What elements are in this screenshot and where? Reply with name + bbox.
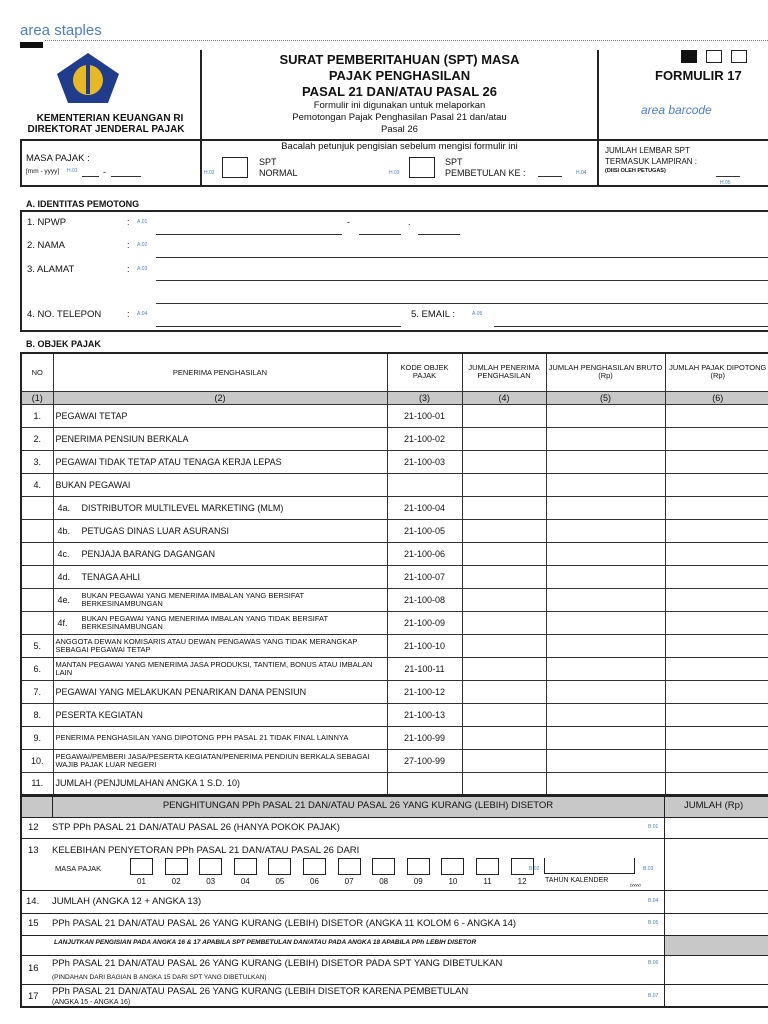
- table-row: [21, 772, 768, 795]
- alamat-label: 3. ALAMAT: [27, 264, 75, 275]
- table-row: [21, 473, 768, 496]
- jumlah-penerima-cell[interactable]: [462, 657, 546, 680]
- spt-pembetulan-label: SPT: [445, 157, 463, 167]
- field-tag: A.01: [137, 219, 148, 225]
- kode-objek: 21-100-10: [387, 634, 462, 657]
- month-label: 06: [310, 877, 319, 886]
- row-17-label: PPh PASAL 21 DAN/ATAU PASAL 26 YANG KURANG (LEBIH DISETOR KARENA PEMBETULAN: [52, 986, 469, 997]
- row-number: 6.: [21, 657, 53, 680]
- kode-objek: 21-100-05: [387, 519, 462, 542]
- jumlah-penerima-cell[interactable]: [462, 519, 546, 542]
- row-number: [21, 588, 53, 611]
- bruto-cell[interactable]: [546, 427, 665, 450]
- field-tag: B.05: [648, 920, 659, 926]
- section-b-title: B. OBJEK PAJAK: [26, 339, 101, 349]
- bruto-cell[interactable]: [546, 749, 665, 772]
- jumlah-penerima-cell[interactable]: [462, 749, 546, 772]
- bruto-cell[interactable]: [546, 519, 665, 542]
- bruto-cell[interactable]: [546, 657, 665, 680]
- masa-month-checkbox[interactable]: [407, 858, 430, 875]
- jumlah-penerima-cell[interactable]: [462, 588, 546, 611]
- row-label: [53, 519, 387, 542]
- row-number: 10.: [21, 749, 53, 772]
- alamat-field-1[interactable]: [156, 280, 768, 281]
- kode-objek: 21-100-03: [387, 450, 462, 473]
- row-number: [21, 542, 53, 565]
- row-label: MANTAN PEGAWAI YANG MENERIMA JASA PRODUKSI, TANTIEM, BONUS ATAU IMBALAN LAIN: [53, 657, 387, 680]
- month-label: 09: [413, 877, 423, 886]
- colon: :: [127, 217, 130, 227]
- kode-objek: [387, 473, 462, 496]
- colon: :: [127, 240, 130, 250]
- table-row: [21, 611, 768, 634]
- header-bruto: JUMLAH PENGHASILAN BRUTO (Rp): [546, 353, 665, 391]
- jumlah-penerima-cell[interactable]: [462, 680, 546, 703]
- bruto-cell[interactable]: [546, 611, 665, 634]
- pembetulan-ke-field[interactable]: [538, 176, 562, 177]
- jumlah-penerima-cell[interactable]: [462, 427, 546, 450]
- field-tag: H.02: [204, 170, 215, 176]
- instruction-text: Bacalah petunjuk pengisian sebelum mengisi formulir ini: [281, 141, 518, 152]
- table-row: [21, 680, 768, 703]
- table-row: [21, 542, 768, 565]
- kode-objek: 21-100-06: [387, 542, 462, 565]
- table-row: [21, 726, 768, 749]
- bruto-cell[interactable]: [546, 588, 665, 611]
- row-14-number: 14.: [26, 896, 40, 907]
- jumlah-penerima-cell[interactable]: [462, 565, 546, 588]
- nama-label: 2. NAMA: [27, 240, 66, 251]
- diisi-petugas-note: (DIISI OLEH PETUGAS): [605, 168, 666, 174]
- masa-year-field[interactable]: [111, 176, 141, 177]
- dipotong-cell[interactable]: [665, 657, 768, 680]
- dipotong-cell[interactable]: [665, 749, 768, 772]
- email-field[interactable]: [494, 326, 768, 327]
- col-number: (1): [21, 391, 53, 404]
- row-label: PEGAWAI YANG MELAKUKAN PENARIKAN DANA PENSIUN: [53, 680, 387, 703]
- row-15-number: 15: [28, 918, 39, 929]
- col-number: (5): [546, 391, 665, 404]
- dipotong-cell[interactable]: [665, 703, 768, 726]
- month-label: 03: [206, 877, 216, 886]
- kode-objek: 21-100-07: [387, 565, 462, 588]
- row-label: [53, 542, 387, 565]
- month-label: 05: [275, 877, 285, 886]
- jumlah-penerima-cell[interactable]: [462, 450, 546, 473]
- kode-objek: 21-100-04: [387, 496, 462, 519]
- bruto-cell[interactable]: [546, 404, 665, 427]
- jumlah-penerima-cell[interactable]: [462, 473, 546, 496]
- sub-number: 4e.: [57, 594, 71, 605]
- table-row: [21, 427, 768, 450]
- bruto-cell[interactable]: [546, 703, 665, 726]
- masa-pajak-format: [mm - yyyy]: [26, 168, 60, 175]
- dipotong-cell[interactable]: [665, 588, 768, 611]
- header-no: NO: [21, 353, 53, 391]
- header-dipotong: JUMLAH PAJAK DIPOTONG (Rp): [665, 353, 768, 391]
- masa-pajak-label: MASA PAJAK: [55, 864, 102, 873]
- row-label: PEGAWAI/PEMBERI JASA/PESERTA KEGIATAN/PENERIMA PENDIUN BERKALA SEBAGAI WAJIB PAJAK LUAR NEGERI: [53, 749, 387, 772]
- bruto-cell[interactable]: [546, 565, 665, 588]
- row-label: BUKAN PEGAWAI: [53, 473, 387, 496]
- table-row: [21, 703, 768, 726]
- kode-objek: 21-100-02: [387, 427, 462, 450]
- table-row: [21, 519, 768, 542]
- sub-label: BUKAN PEGAWAI YANG MENERIMA IMBALAN YANG BERSIFAT BERKESINAMBUNGAN: [81, 590, 304, 608]
- corner-mark-filled: [681, 50, 697, 63]
- kode-objek: 21-100-09: [387, 611, 462, 634]
- table-row: [21, 450, 768, 473]
- dipotong-cell[interactable]: [665, 726, 768, 749]
- row-number: 4.: [21, 473, 53, 496]
- field-tag: A.05: [472, 311, 483, 317]
- kode-objek: 21-100-08: [387, 588, 462, 611]
- jumlah-lembar-field[interactable]: [716, 176, 740, 177]
- field-tag: A.02: [137, 242, 148, 248]
- table-row: [21, 496, 768, 519]
- jumlah-penerima-cell[interactable]: [462, 772, 546, 795]
- masa-pajak-label: MASA PAJAK :: [26, 153, 90, 164]
- masa-month-checkbox[interactable]: [441, 858, 464, 875]
- masa-month-checkbox[interactable]: [476, 858, 499, 875]
- area-barcode-label: area barcode: [641, 103, 712, 117]
- alamat-field-2[interactable]: [156, 303, 768, 304]
- jumlah-lembar-label: TERMASUK LAMPIRAN :: [605, 157, 698, 166]
- bruto-cell[interactable]: [546, 542, 665, 565]
- dipotong-cell[interactable]: [665, 496, 768, 519]
- table-row: [21, 634, 768, 657]
- table-row: [21, 657, 768, 680]
- row-16-number: 16: [28, 963, 39, 974]
- field-tag: B.03: [643, 866, 654, 872]
- jumlah-lembar-label: JUMLAH LEMBAR SPT: [605, 146, 690, 155]
- field-tag: B.07: [648, 993, 659, 999]
- field-tag: B.01: [648, 824, 659, 830]
- colon: :: [127, 309, 130, 319]
- month-label: 08: [379, 877, 389, 886]
- bruto-cell[interactable]: [546, 473, 665, 496]
- dipotong-cell[interactable]: [665, 542, 768, 565]
- row-label: PEGAWAI TIDAK TETAP ATAU TENAGA KERJA LEPAS: [53, 450, 387, 473]
- masa-month-checkbox[interactable]: [268, 858, 291, 875]
- corner-mark-empty: [706, 50, 722, 63]
- nama-field[interactable]: [156, 257, 768, 258]
- kode-objek: 21-100-12: [387, 680, 462, 703]
- row-label: JUMLAH (PENJUMLAHAN ANGKA 1 S.D. 10): [53, 772, 387, 795]
- kode-objek: 21-100-01: [387, 404, 462, 427]
- table-row: [21, 588, 768, 611]
- npwp-label: 1. NPWP: [27, 217, 67, 228]
- sub-number: 4c.: [57, 548, 70, 559]
- masa-month-checkbox[interactable]: [372, 858, 395, 875]
- tahun-kalender-label: TAHUN KALENDER: [545, 877, 609, 884]
- sub-label: TENAGA AHLI: [81, 571, 141, 582]
- sub-label: PETUGAS DINAS LUAR ASURANSI: [81, 525, 230, 536]
- field-tag: A.04: [137, 311, 148, 317]
- continuation-note: LANJUTKAN PENGISIAN PADA ANGKA 16 & 17 APABILA SPT PEMBETULAN DAN/ATAU PADA ANGKA 18 APABILA PPh LEBIH DISETOR: [54, 939, 477, 946]
- row-number: 7.: [21, 680, 53, 703]
- month-label: 12: [517, 877, 527, 886]
- objek-pajak-table: [20, 352, 768, 796]
- field-tag: B.02: [529, 866, 540, 872]
- directorate-name: DIREKTORAT JENDERAL PAJAK: [27, 124, 185, 135]
- form-subtitle-1: Formulir ini digunakan untuk melaporkan: [313, 100, 486, 111]
- jumlah-penerima-cell[interactable]: [462, 542, 546, 565]
- row-label: [53, 611, 387, 634]
- field-tag: B.06: [648, 960, 659, 966]
- row-label: PEGAWAI TETAP: [53, 404, 387, 427]
- masa-month-checkbox[interactable]: [199, 858, 222, 875]
- row-label: [53, 496, 387, 519]
- row-label: [53, 565, 387, 588]
- sub-label: BUKAN PEGAWAI YANG MENERIMA IMBALAN YANG TIDAK BERSIFAT BERKESINAMBUNGAN: [81, 613, 328, 631]
- jumlah-penerima-cell[interactable]: [462, 404, 546, 427]
- row-16-label: PPh PASAL 21 DAN/ATAU PASAL 26 YANG KURANG (LEBIH) DISETOR PADA SPT YANG DIBETULKAN: [52, 958, 503, 969]
- jumlah-penerima-cell[interactable]: [462, 703, 546, 726]
- row-label: PENERIMA PENGHASILAN YANG DIPOTONG PPH PASAL 21 TIDAK FINAL LAINNYA: [53, 726, 387, 749]
- tahun-kalender-field[interactable]: [544, 858, 635, 874]
- jumlah-penerima-cell[interactable]: [462, 611, 546, 634]
- dipotong-cell[interactable]: [665, 611, 768, 634]
- row-number: 1.: [21, 404, 53, 427]
- masa-month-checkbox[interactable]: [130, 858, 153, 875]
- dipotong-cell[interactable]: [665, 427, 768, 450]
- column-number-row: [21, 391, 768, 404]
- month-label: 02: [171, 877, 181, 886]
- form-title-3: PASAL 21 DAN/ATAU PASAL 26: [301, 84, 498, 99]
- form-title-2: PAJAK PENGHASILAN: [328, 68, 471, 83]
- header-kode: KODE OBJEK PAJAK: [387, 353, 462, 391]
- col-number: (4): [462, 391, 546, 404]
- row-number: [21, 519, 53, 542]
- bruto-cell[interactable]: [546, 772, 665, 795]
- row-label: [53, 588, 387, 611]
- row-13-number: 13: [28, 845, 39, 856]
- masa-month-checkbox[interactable]: [165, 858, 188, 875]
- kode-objek: 21-100-13: [387, 703, 462, 726]
- dipotong-cell[interactable]: [665, 680, 768, 703]
- form-subtitle-3: Pasal 26: [381, 124, 418, 135]
- sub-number: 4a.: [57, 502, 71, 513]
- dipotong-cell[interactable]: [665, 565, 768, 588]
- dipotong-cell[interactable]: [665, 473, 768, 496]
- section-a-box: [20, 210, 768, 332]
- marker-bar: [20, 42, 43, 48]
- month-label: 11: [483, 877, 492, 886]
- staple-line: [45, 40, 768, 41]
- masa-month-checkbox[interactable]: [234, 858, 257, 875]
- row-number: 8.: [21, 703, 53, 726]
- row-12-number: 12: [28, 822, 39, 833]
- row-label: ANGGOTA DEWAN KOMISARIS ATAU DEWAN PENGAWAS YANG TIDAK MERANGKAP SEBAGAI PEGAWAI TETAP: [53, 634, 387, 657]
- header-jumlah-penerima: JUMLAH PENERIMA PENGHASILAN: [462, 353, 546, 391]
- masa-month-field[interactable]: [82, 176, 99, 177]
- spt-pembetulan-checkbox[interactable]: [409, 157, 435, 178]
- spt-normal-label: SPT: [259, 157, 277, 167]
- row-number: [21, 611, 53, 634]
- form-title-1: SURAT PEMBERITAHUAN (SPT) MASA: [279, 52, 520, 67]
- kode-objek: 21-100-11: [387, 657, 462, 680]
- npwp-kpp-field[interactable]: [359, 234, 401, 235]
- kode-objek: 27-100-99: [387, 749, 462, 772]
- dipotong-cell[interactable]: [665, 519, 768, 542]
- corner-mark-empty: [731, 50, 747, 63]
- jumlah-penerima-cell[interactable]: [462, 726, 546, 749]
- field-tag: H.05: [720, 180, 731, 186]
- bruto-cell[interactable]: [546, 680, 665, 703]
- masa-month-checkbox[interactable]: [303, 858, 326, 875]
- email-label: 5. EMAIL :: [411, 309, 455, 320]
- dipotong-cell[interactable]: [665, 450, 768, 473]
- dipotong-cell[interactable]: [665, 404, 768, 427]
- col-number: (2): [53, 391, 387, 404]
- jumlah-penerima-cell[interactable]: [462, 634, 546, 657]
- month-label: 07: [344, 877, 354, 886]
- row-17-number: 17: [28, 991, 39, 1002]
- sub-number: 4f.: [57, 617, 68, 628]
- row-number: 5.: [21, 634, 53, 657]
- masa-month-checkbox[interactable]: [338, 858, 361, 875]
- area-staples-label: area staples: [20, 22, 102, 39]
- masa-dash: -: [103, 167, 106, 177]
- field-tag: A.03: [137, 266, 148, 272]
- row-number: 2.: [21, 427, 53, 450]
- spt-normal-label: NORMAL: [259, 168, 298, 178]
- month-label: 10: [448, 877, 458, 886]
- kode-objek: 21-100-99: [387, 726, 462, 749]
- dipotong-cell[interactable]: [665, 634, 768, 657]
- telepon-field[interactable]: [156, 326, 401, 327]
- row-14-label: JUMLAH (ANGKA 12 + ANGKA 13): [52, 896, 202, 907]
- field-tag: H.01: [67, 168, 78, 174]
- sub-number: 4d.: [57, 571, 71, 582]
- month-label: 01: [137, 877, 146, 886]
- amount-header: JUMLAH (Rp): [684, 800, 744, 811]
- jumlah-penerima-cell[interactable]: [462, 496, 546, 519]
- row-label: PESERTA KEGIATAN: [53, 703, 387, 726]
- npwp-cabang-field[interactable]: [418, 234, 460, 235]
- table-row: [21, 749, 768, 772]
- col-number: (3): [387, 391, 462, 404]
- field-tag: H.04: [576, 170, 587, 176]
- row-12-label: STP PPh PASAL 21 DAN/ATAU PASAL 26 (HANYA POKOK PAJAK): [52, 822, 340, 833]
- sub-label: DISTRIBUTOR MULTILEVEL MARKETING (MLM): [81, 502, 284, 513]
- section-a-title: A. IDENTITAS PEMOTONG: [26, 199, 140, 209]
- npwp-dash: -: [347, 217, 350, 227]
- bruto-cell[interactable]: [546, 450, 665, 473]
- tahun-format: (yyyy): [630, 882, 641, 887]
- sub-number: 4b.: [57, 525, 71, 536]
- ministry-name: KEMENTERIAN KEUANGAN RI: [36, 113, 184, 124]
- kemenkeu-logo: [55, 52, 121, 109]
- row-13-label: KELEBIHAN PENYETORAN PPh PASAL 21 DAN/ATAU PASAL 26 DARI: [52, 845, 360, 856]
- row-17-sublabel: (ANGKA 15 - ANGKA 16): [52, 999, 131, 1006]
- row-number: [21, 565, 53, 588]
- field-tag: H.03: [389, 170, 400, 176]
- header-penerima: PENERIMA PENGHASILAN: [53, 353, 387, 391]
- spt-pembetulan-label: PEMBETULAN KE :: [445, 168, 526, 178]
- colon: :: [127, 264, 130, 274]
- bruto-cell[interactable]: [546, 496, 665, 519]
- row-number: 9.: [21, 726, 53, 749]
- table-row: [21, 404, 768, 427]
- spt-normal-checkbox[interactable]: [222, 157, 248, 178]
- calc-header: PENGHITUNGAN PPh PASAL 21 DAN/ATAU PASAL 26 YANG KURANG (LEBIH) DISETOR: [162, 800, 554, 811]
- form-subtitle-2: Pemotongan Pajak Penghasilan Pasal 21 dan/atau: [292, 112, 507, 123]
- row-number: [21, 496, 53, 519]
- table-row: [21, 565, 768, 588]
- row-16-sublabel: (PINDAHAN DARI BAGIAN B ANGKA 15 DARI SPT YANG DIBETULKAN): [52, 974, 267, 981]
- npwp-dot: .: [408, 217, 411, 227]
- month-label: 04: [240, 877, 250, 886]
- kode-objek: [387, 772, 462, 795]
- formulir-number: FORMULIR 17: [655, 68, 742, 83]
- bruto-cell[interactable]: [546, 634, 665, 657]
- row-number: 11.: [21, 772, 53, 795]
- row-number: 3.: [21, 450, 53, 473]
- dipotong-cell[interactable]: [665, 772, 768, 795]
- field-tag: B.04: [648, 898, 659, 904]
- table-header-row: [21, 353, 768, 391]
- row-15-label: PPh PASAL 21 DAN/ATAU PASAL 26 YANG KURANG (LEBIH) DISETOR (ANGKA 11 KOLOM 6 - ANGKA 14): [52, 918, 517, 929]
- sub-label: PENJAJA BARANG DAGANGAN: [81, 548, 216, 559]
- npwp-field[interactable]: [156, 234, 342, 235]
- telepon-label: 4. NO. TELEPON: [27, 309, 102, 320]
- bruto-cell[interactable]: [546, 726, 665, 749]
- row-label: PENERIMA PENSIUN BERKALA: [53, 427, 387, 450]
- col-number: (6): [665, 391, 768, 404]
